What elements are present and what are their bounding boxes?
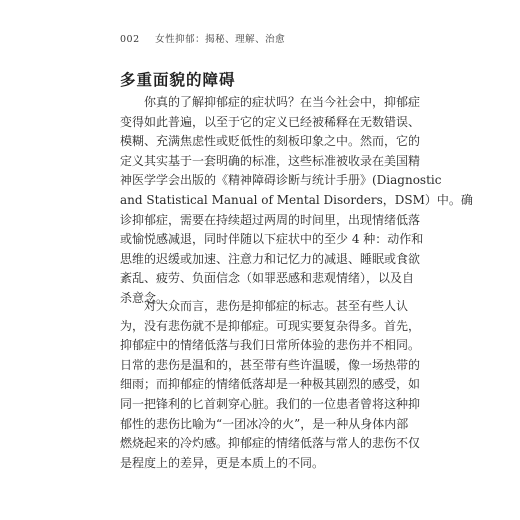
paragraph-line: 抑郁症中的情绪低落与我们日常所体验的悲伤并不相同。 [120,338,421,353]
paragraph-line: 思维的迟缓或加速、注意力和记忆力的减退、睡眠或食欲 [120,251,421,266]
paragraph-line: 杀意念。 [120,290,169,305]
paragraph-line: 神医学学会出版的《精神障碍诊断与统计手册》(Diagnostic [120,173,442,188]
paragraph-2 [120,297,421,473]
paragraph-line: 紊乱、疲劳、负面信念（如罪恶感和悲观情绪），以及自 [120,271,415,286]
section-title: 多重面貌的障碍 [120,70,236,89]
paragraph-line: 模糊、充满焦虑性或贬低性的刻板印象之中。然而，它的 [120,134,421,149]
paragraph-1 [120,93,473,309]
paragraph-line: 燃烧起来的冷灼感。抑郁症的情绪低落与常人的悲伤不仅 [120,436,421,451]
paragraph-line: 或愉悦感减退，同时伴随以下症状中的至少 4 种：动作和 [120,232,424,247]
paragraph-line: and Statistical Manual of Mental Disorders，DSM）中。确 [120,192,473,207]
paragraph-line: 定义其实基于一套明确的标准，这些标准被收录在美国精 [120,153,421,168]
paragraph-line: 对大众而言，悲伤是抑郁症的标志。甚至有些人认 [144,299,409,313]
running-header [120,31,285,45]
paragraph-line: 为，没有悲伤就不是抑郁症。可现实要复杂得多。首先， [120,318,421,333]
paragraph-line: 同一把锋利的匕首刺穿心脏。我们的一位患者曾将这种抑 [120,396,421,411]
paragraph-line: 你真的了解抑郁症的症状吗？在当今社会中，抑郁症 [144,95,421,109]
paragraph-line: 变得如此普遍，以至于它的定义已经被稀释在无数错误、 [120,114,421,129]
page-number: 002 [120,34,140,45]
paragraph-line: 细雨；而抑郁症的情绪低落却是一种极其剧烈的感受，如 [120,377,421,392]
running-book-title: 女性抑郁：揭秘、理解、治愈 [155,34,286,45]
paragraph-line: 是程度上的差异，更是本质上的不同。 [120,455,325,470]
paragraph-line: 日常的悲伤是温和的，甚至带有些许温暖，像一场热带的 [120,357,421,372]
paragraph-line: 郁性的悲伤比喻为“一团冰冷的火”，是一种从身体内部 [120,416,409,431]
paragraph-line: 诊抑郁症，需要在持续超过两周的时间里，出现情绪低落 [120,212,421,227]
